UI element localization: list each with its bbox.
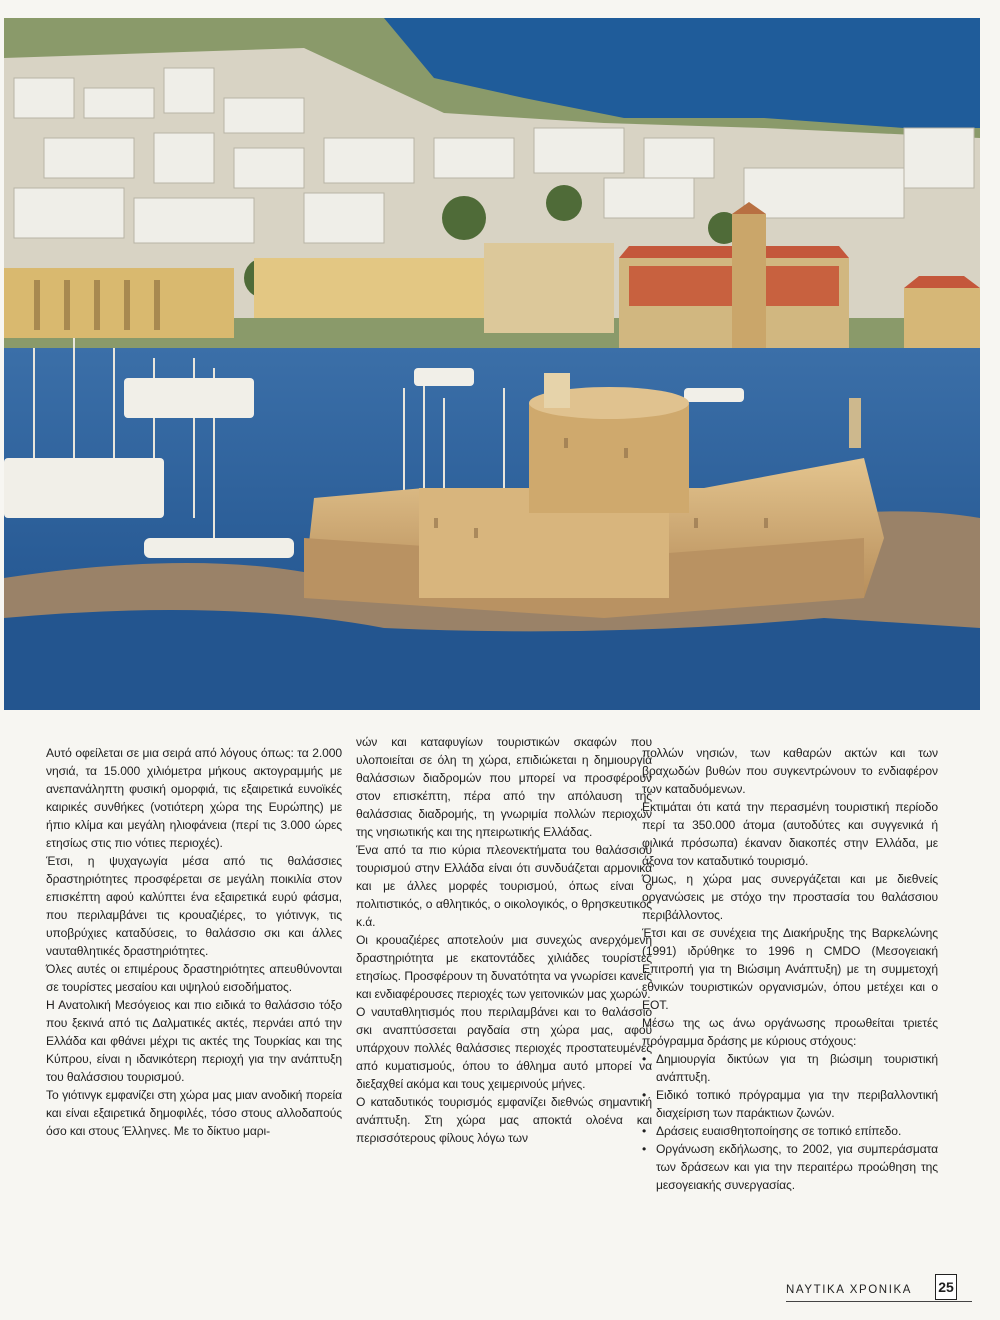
list-item: • Ειδικό τοπικό πρόγραμμα για την περιβαλλοντική διαχείριση των παράκτιων ζωνών. [642, 1086, 938, 1122]
goals-list [642, 1050, 938, 1194]
text-column-3 [642, 744, 938, 1194]
list-item: • Δημιουργία δικτύων για τη βιώσιμη τουριστική ανάπτυξη. [642, 1050, 938, 1086]
paragraph: νών και καταφυγίων τουριστικών σκαφών που υλοποιείται σε όλη τη χώρα, επιδιώκεται η δημιουργία θαλάσσιων διαδρομών που μπορεί να προσφέρουν στον επισκέπτη, πέρα από την απόλαυση της θαλάσσιας διαδρομής, τη γνωριμία πολλών περιοχών της νησιωτικής και της ηπειρωτικής Ελλάδας. [356, 735, 652, 839]
paragraph: Όμως, η χώρα μας συνεργάζεται και με διεθνείς οργανώσεις με στόχο την προστασία του θαλάσσιου περιβάλλοντος. [642, 872, 938, 922]
paragraph: Ένα από τα πιο κύρια πλεονεκτήματα του θαλάσσιου τουρισμού στην Ελλάδα είναι ότι συνδυάζεται αρμονικά και με άλλες μορφές τουρισμού, όπως είναι ο πολιτιστικός, ο αθλητικός, ο οικολογικός, ο θρησκευτικός κ.ά. [356, 843, 652, 929]
list-item: • Οργάνωση εκδήλωσης, το 2002, για συμπεράσματα των δράσεων και για την περαιτέρω προώθηση της μεσογειακής συνεργασίας. [642, 1140, 938, 1194]
paragraph: πολλών νησιών, των καθαρών ακτών και των βραχωδών βυθών που συγκεντρώνουν το ενδιαφέρον των καταδυόμενων. [642, 746, 938, 796]
paragraph: Η Ανατολική Μεσόγειος και πιο ειδικά το θαλάσσιο τόξο που ξεκινά από τις Δαλματικές ακτές, περνάει από την Ελλάδα και φθάνει μέχρι τις ακτές της Τουρκίας και της Κύπρου, είναι η ιδανικότερη περιοχή για την ανάπτυξη του θαλάσσιου τουρισμού. [46, 998, 342, 1084]
page-number: 25 [935, 1274, 957, 1300]
harbour-photo [4, 18, 980, 710]
paragraph: Έτσι, η ψυχαγωγία μέσα από τις θαλάσσιες δραστηριότητες προσφέρεται σε μεγάλη ποικιλία στον επισκέπτη αφού καλύπτει ένα εξαιρετικά ευρύ φάσμα, που περιλαμβάνει τις κρουαζιέρες, το γιότινγκ, τις υποβρύχιες καταδύσεις, το θαλάσσιο σκι και άλλες ναυταθλητικές δραστηριότητες. [46, 854, 342, 958]
paragraph: Το γιότινγκ εμφανίζει στη χώρα μας μιαν ανοδική πορεία και είναι εξαιρετικά δημοφιλές, τόσο στους αλλοδαπούς όσο και στους Έλληνες. Με το δίκτυο μαρι- [46, 1088, 342, 1138]
magazine-name: ΝΑΥΤΙΚΑ ΧΡΟΝΙΚΑ [786, 1284, 913, 1296]
paragraph: Μέσω της ως άνω οργάνωσης προωθείται τριετές πρόγραμμα δράσης με κύριους στόχους: [642, 1016, 938, 1048]
paragraph: Αυτό οφείλεται σε μια σειρά από λόγους όπως: τα 2.000 νησιά, τα 15.000 χιλιόμετρα μήκους ακτογραμμής με ανεπανάληπτη φυσική ομορφιά, τις εξαιρετικά ευνοϊκές καιρικές συνθήκες (νοτιότερη χώρα της Ευρώπης) με ήπιο κλίμα και μεγάλη ηλιοφάνεια (περί τις 3.000 ώρες ετησίως στις πιο νότιες περιοχές). [46, 746, 342, 850]
text-column-2 [356, 733, 652, 1147]
paragraph: Οι κρουαζιέρες αποτελούν μια συνεχώς ανερχόμενη δραστηριότητα με εκατοντάδες χιλιάδες τουρίστες ετησίως. Προσφέρουν τη δυνατότητα να γνωρίσει κανείς και ενδιαφέρουσες περιοχές των γειτονικών μας χωρών. [356, 933, 652, 1001]
list-item: • Δράσεις ευαισθητοποίησης σε τοπικό επίπεδο. [642, 1122, 938, 1140]
text-column-1 [46, 744, 342, 1140]
paragraph: Ο καταδυτικός τουρισμός εμφανίζει διεθνώς σημαντική ανάπτυξη. Στη χώρα μας αποκτά ολοένα και περισσότερους φίλους λόγω των [356, 1095, 652, 1145]
paragraph: Όλες αυτές οι επιμέρους δραστηριότητες απευθύνονται σε τουρίστες μεσαίου και υψηλού εισοδήματος. [46, 962, 342, 994]
paragraph: Ο ναυταθλητισμός που περιλαμβάνει και το θαλάσσιο σκι αναπτύσσεται ραγδαία στη χώρα μας, αφού υπάρχουν πολλές θαλάσσιες περιοχές προστατευμένες από κυματισμούς, όπου το άθλημα αυτό μπορεί να διεξαχθεί ακόμα και τους χειμερινούς μήνες. [356, 1005, 652, 1091]
paragraph: Εκτιμάται ότι κατά την περασμένη τουριστική περίοδο περί τα 350.000 άτομα (αυτοδύτες και συγγενικά ή φιλικά πρόσωπα) έκαναν διακοπές στην Ελλάδα, με άξονα τον καταδυτικό τουρισμό. [642, 800, 938, 868]
paragraph: Έτσι και σε συνέχεια της Διακήρυξης της Βαρκελώνης (1991) ιδρύθηκε το 1996 η CMDO (Μεσογειακή Επιτροπή για τη Βιώσιμη Ανάπτυξη) με τη συμμετοχή εθνικών τουριστικών οργανισμών, όπου μετέχει και ο ΕΟΤ. [642, 926, 938, 1012]
footer-rule [786, 1301, 972, 1302]
page-footer [786, 1280, 972, 1302]
